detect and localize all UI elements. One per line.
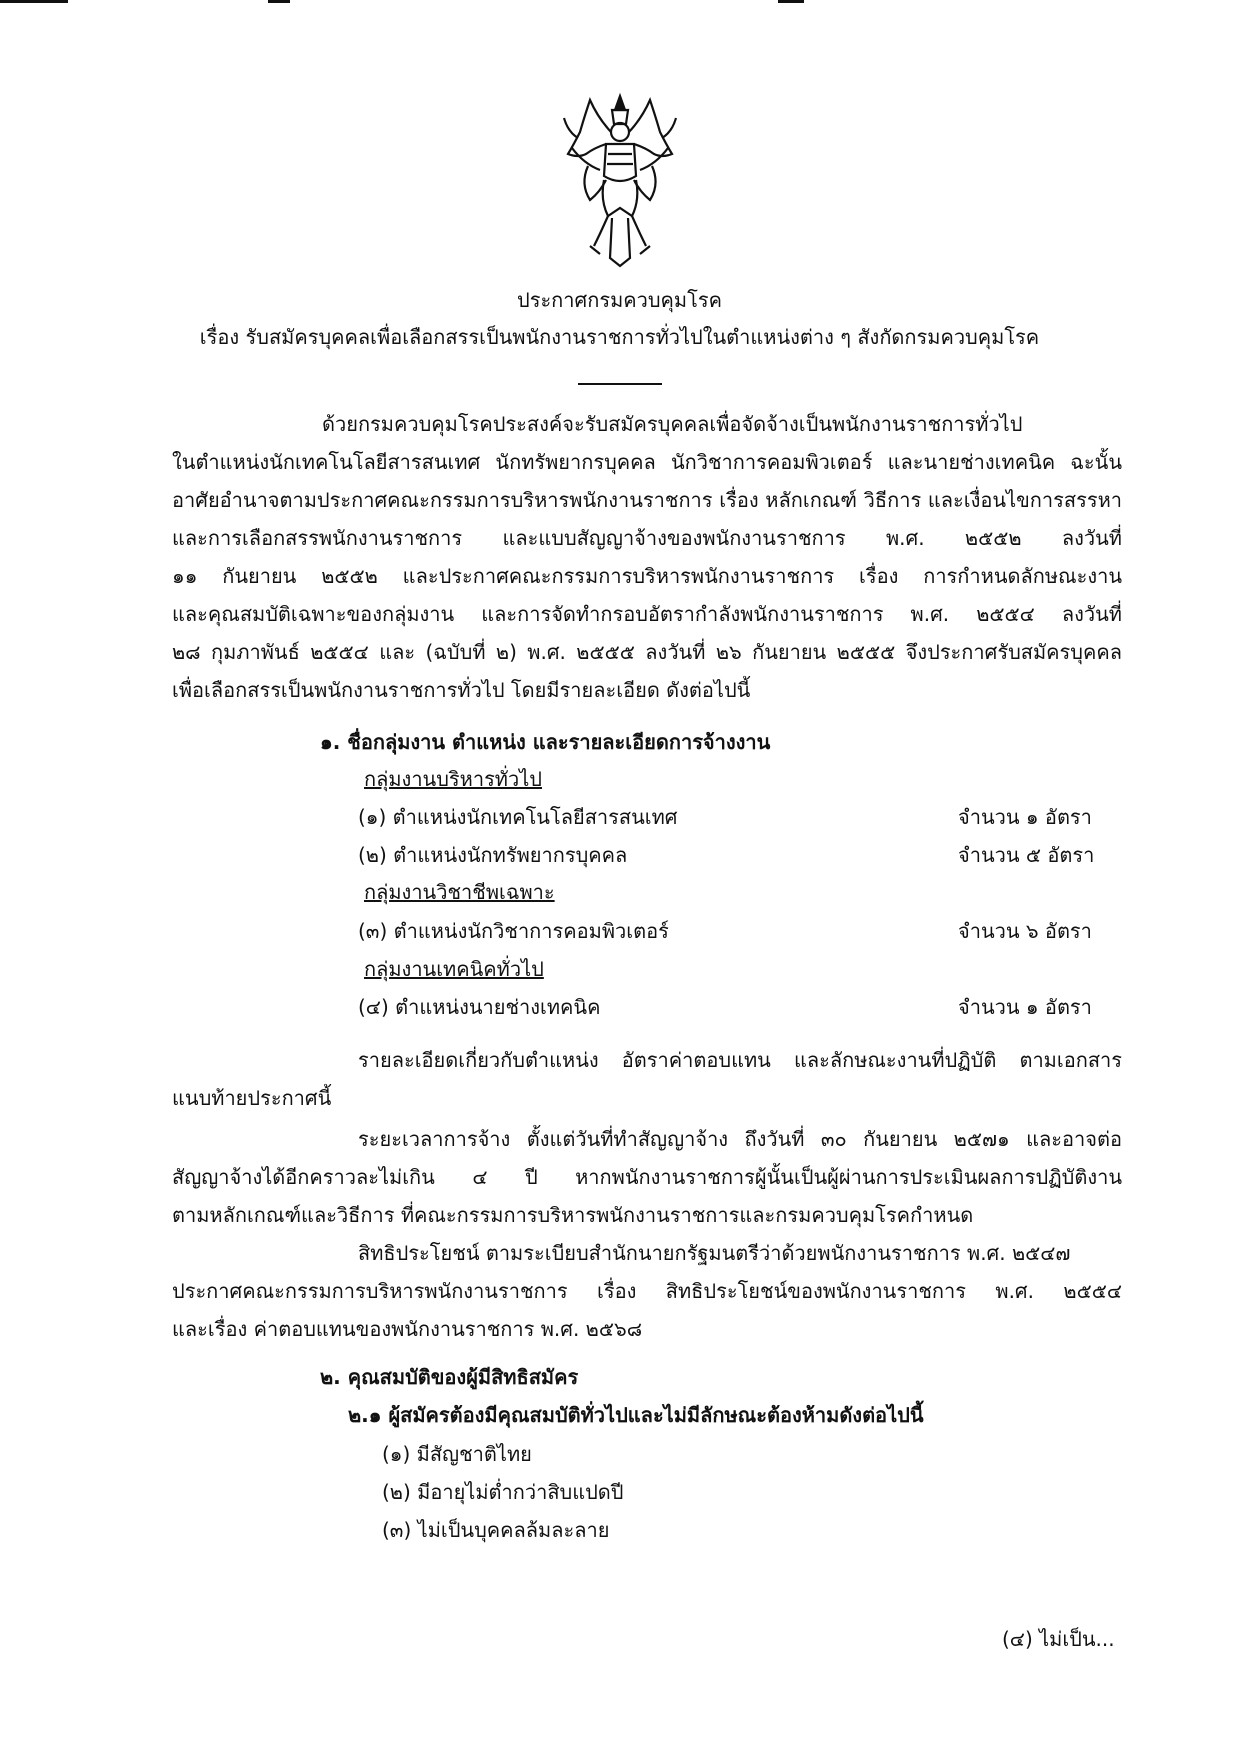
details-line: แนบท้ายประกาศนี้ [172, 1086, 332, 1110]
position-count: จำนวน ๑ อัตรา [958, 995, 1092, 1019]
qualification-item: (๓) ไม่เป็นบุคคลล้มละลาย [382, 1518, 610, 1542]
position-label: (๒) ตำแหน่งนักทรัพยากรบุคคล [358, 843, 628, 867]
group-name: กลุ่มงานบริหารทั่วไป [364, 767, 542, 791]
scan-artifact [268, 0, 290, 3]
position-count: จำนวน ๑ อัตรา [958, 805, 1092, 829]
benefit-line: สิทธิประโยชน์ ตามระเบียบสำนักนายกรัฐมนตรีว่าด้วยพนักงานราชการ พ.ศ. ๒๕๔๗ [358, 1241, 1071, 1265]
benefit-line: ประกาศคณะกรรมการบริหารพนักงานราชการ เรื่อง สิทธิประโยชน์ของพนักงานราชการ พ.ศ. ๒๕๕๔ [172, 1279, 1122, 1303]
period-line: ระยะเวลาการจ้าง ตั้งแต่วันที่ทำสัญญาจ้าง ถึงวันที่ ๓๐ กันยายน ๒๕๗๑ และอาจต่อ [358, 1127, 1122, 1151]
benefit-line: และเรื่อง ค่าตอบแทนของพนักงานราชการ พ.ศ. ๒๕๖๘ [172, 1317, 643, 1341]
details-line: รายละเอียดเกี่ยวกับตำแหน่ง อัตราค่าตอบแทน และลักษณะงานที่ปฏิบัติ ตามเอกสาร [358, 1048, 1122, 1072]
section1-heading: ๑. ชื่อกลุ่มงาน ตำแหน่ง และรายละเอียดการจ้างงาน [320, 730, 771, 754]
position-label: (๔) ตำแหน่งนายช่างเทคนิค [358, 995, 601, 1019]
document-subject: เรื่อง รับสมัครบุคคลเพื่อเลือกสรรเป็นพนักงานราชการทั่วไปในตำแหน่งต่าง ๆ สังกัดกรมควบคุมโรค [199, 325, 1040, 349]
section2-heading: ๒. คุณสมบัติของผู้มีสิทธิสมัคร [320, 1365, 579, 1389]
group-name: กลุ่มงานเทคนิคทั่วไป [364, 957, 544, 981]
intro-line: เพื่อเลือกสรรเป็นพนักงานราชการทั่วไป โดยมีรายละเอียด ดังต่อไปนี้ [172, 678, 751, 702]
position-count: จำนวน ๖ อัตรา [958, 919, 1092, 943]
qualification-item: (๑) มีสัญชาติไทย [382, 1442, 532, 1466]
qualification-item: (๒) มีอายุไม่ต่ำกว่าสิบแปดปี [382, 1480, 624, 1504]
garuda-emblem-icon [560, 88, 680, 270]
intro-line: ๒๘ กุมภาพันธ์ ๒๕๕๔ และ (ฉบับที่ ๒) พ.ศ. ๒๕๕๕ ลงวันที่ ๒๖ กันยายน ๒๕๕๕ จึงประกาศรับสมัครบุคคล [172, 640, 1122, 664]
intro-line: อาศัยอำนาจตามประกาศคณะกรรมการบริหารพนักงานราชการ เรื่อง หลักเกณฑ์ วิธีการ และเงื่อนไขการสรรหา [172, 488, 1122, 512]
scan-artifact [0, 0, 68, 3]
page-continuation: (๔) ไม่เป็น... [1002, 1627, 1115, 1651]
position-count: จำนวน ๕ อัตรา [958, 843, 1095, 867]
intro-line: และการเลือกสรรพนักงานราชการ และแบบสัญญาจ้างของพนักงานราชการ พ.ศ. ๒๕๕๒ ลงวันที่ [172, 526, 1122, 550]
period-line: ตามหลักเกณฑ์และวิธีการ ที่คณะกรรมการบริหารพนักงานราชการและกรมควบคุมโรคกำหนด [172, 1203, 974, 1227]
document-title: ประกาศกรมควบคุมโรค [517, 288, 722, 312]
section2-subheading: ๒.๑ ผู้สมัครต้องมีคุณสมบัติทั่วไปและไม่มีลักษณะต้องห้ามดังต่อไปนี้ [348, 1403, 924, 1427]
group-name: กลุ่มงานวิชาชีพเฉพาะ [364, 880, 555, 904]
position-label: (๓) ตำแหน่งนักวิชาการคอมพิวเตอร์ [358, 919, 669, 943]
intro-line: และคุณสมบัติเฉพาะของกลุ่มงาน และการจัดทำกรอบอัตรากำลังพนักงานราชการ พ.ศ. ๒๕๕๔ ลงวันที่ [172, 602, 1122, 626]
intro-line: ๑๑ กันยายน ๒๕๕๒ และประกาศคณะกรรมการบริหารพนักงานราชการ เรื่อง การกำหนดลักษณะงาน [172, 564, 1122, 588]
title-divider [578, 383, 662, 385]
intro-line: ในตำแหน่งนักเทคโนโลยีสารสนเทศ นักทรัพยากรบุคคล นักวิชาการคอมพิวเตอร์ และนายช่างเทคนิค ฉะนั้น [172, 450, 1122, 474]
intro-line: ด้วยกรมควบคุมโรคประสงค์จะรับสมัครบุคคลเพื่อจัดจ้างเป็นพนักงานราชการทั่วไป [322, 412, 1023, 436]
position-label: (๑) ตำแหน่งนักเทคโนโลยีสารสนเทศ [358, 805, 678, 829]
scan-artifact [778, 0, 804, 3]
period-line: สัญญาจ้างได้อีกคราวละไม่เกิน ๔ ปี หากพนักงานราชการผู้นั้นเป็นผู้ผ่านการประเมินผลการปฏิบัติงาน [172, 1165, 1122, 1189]
